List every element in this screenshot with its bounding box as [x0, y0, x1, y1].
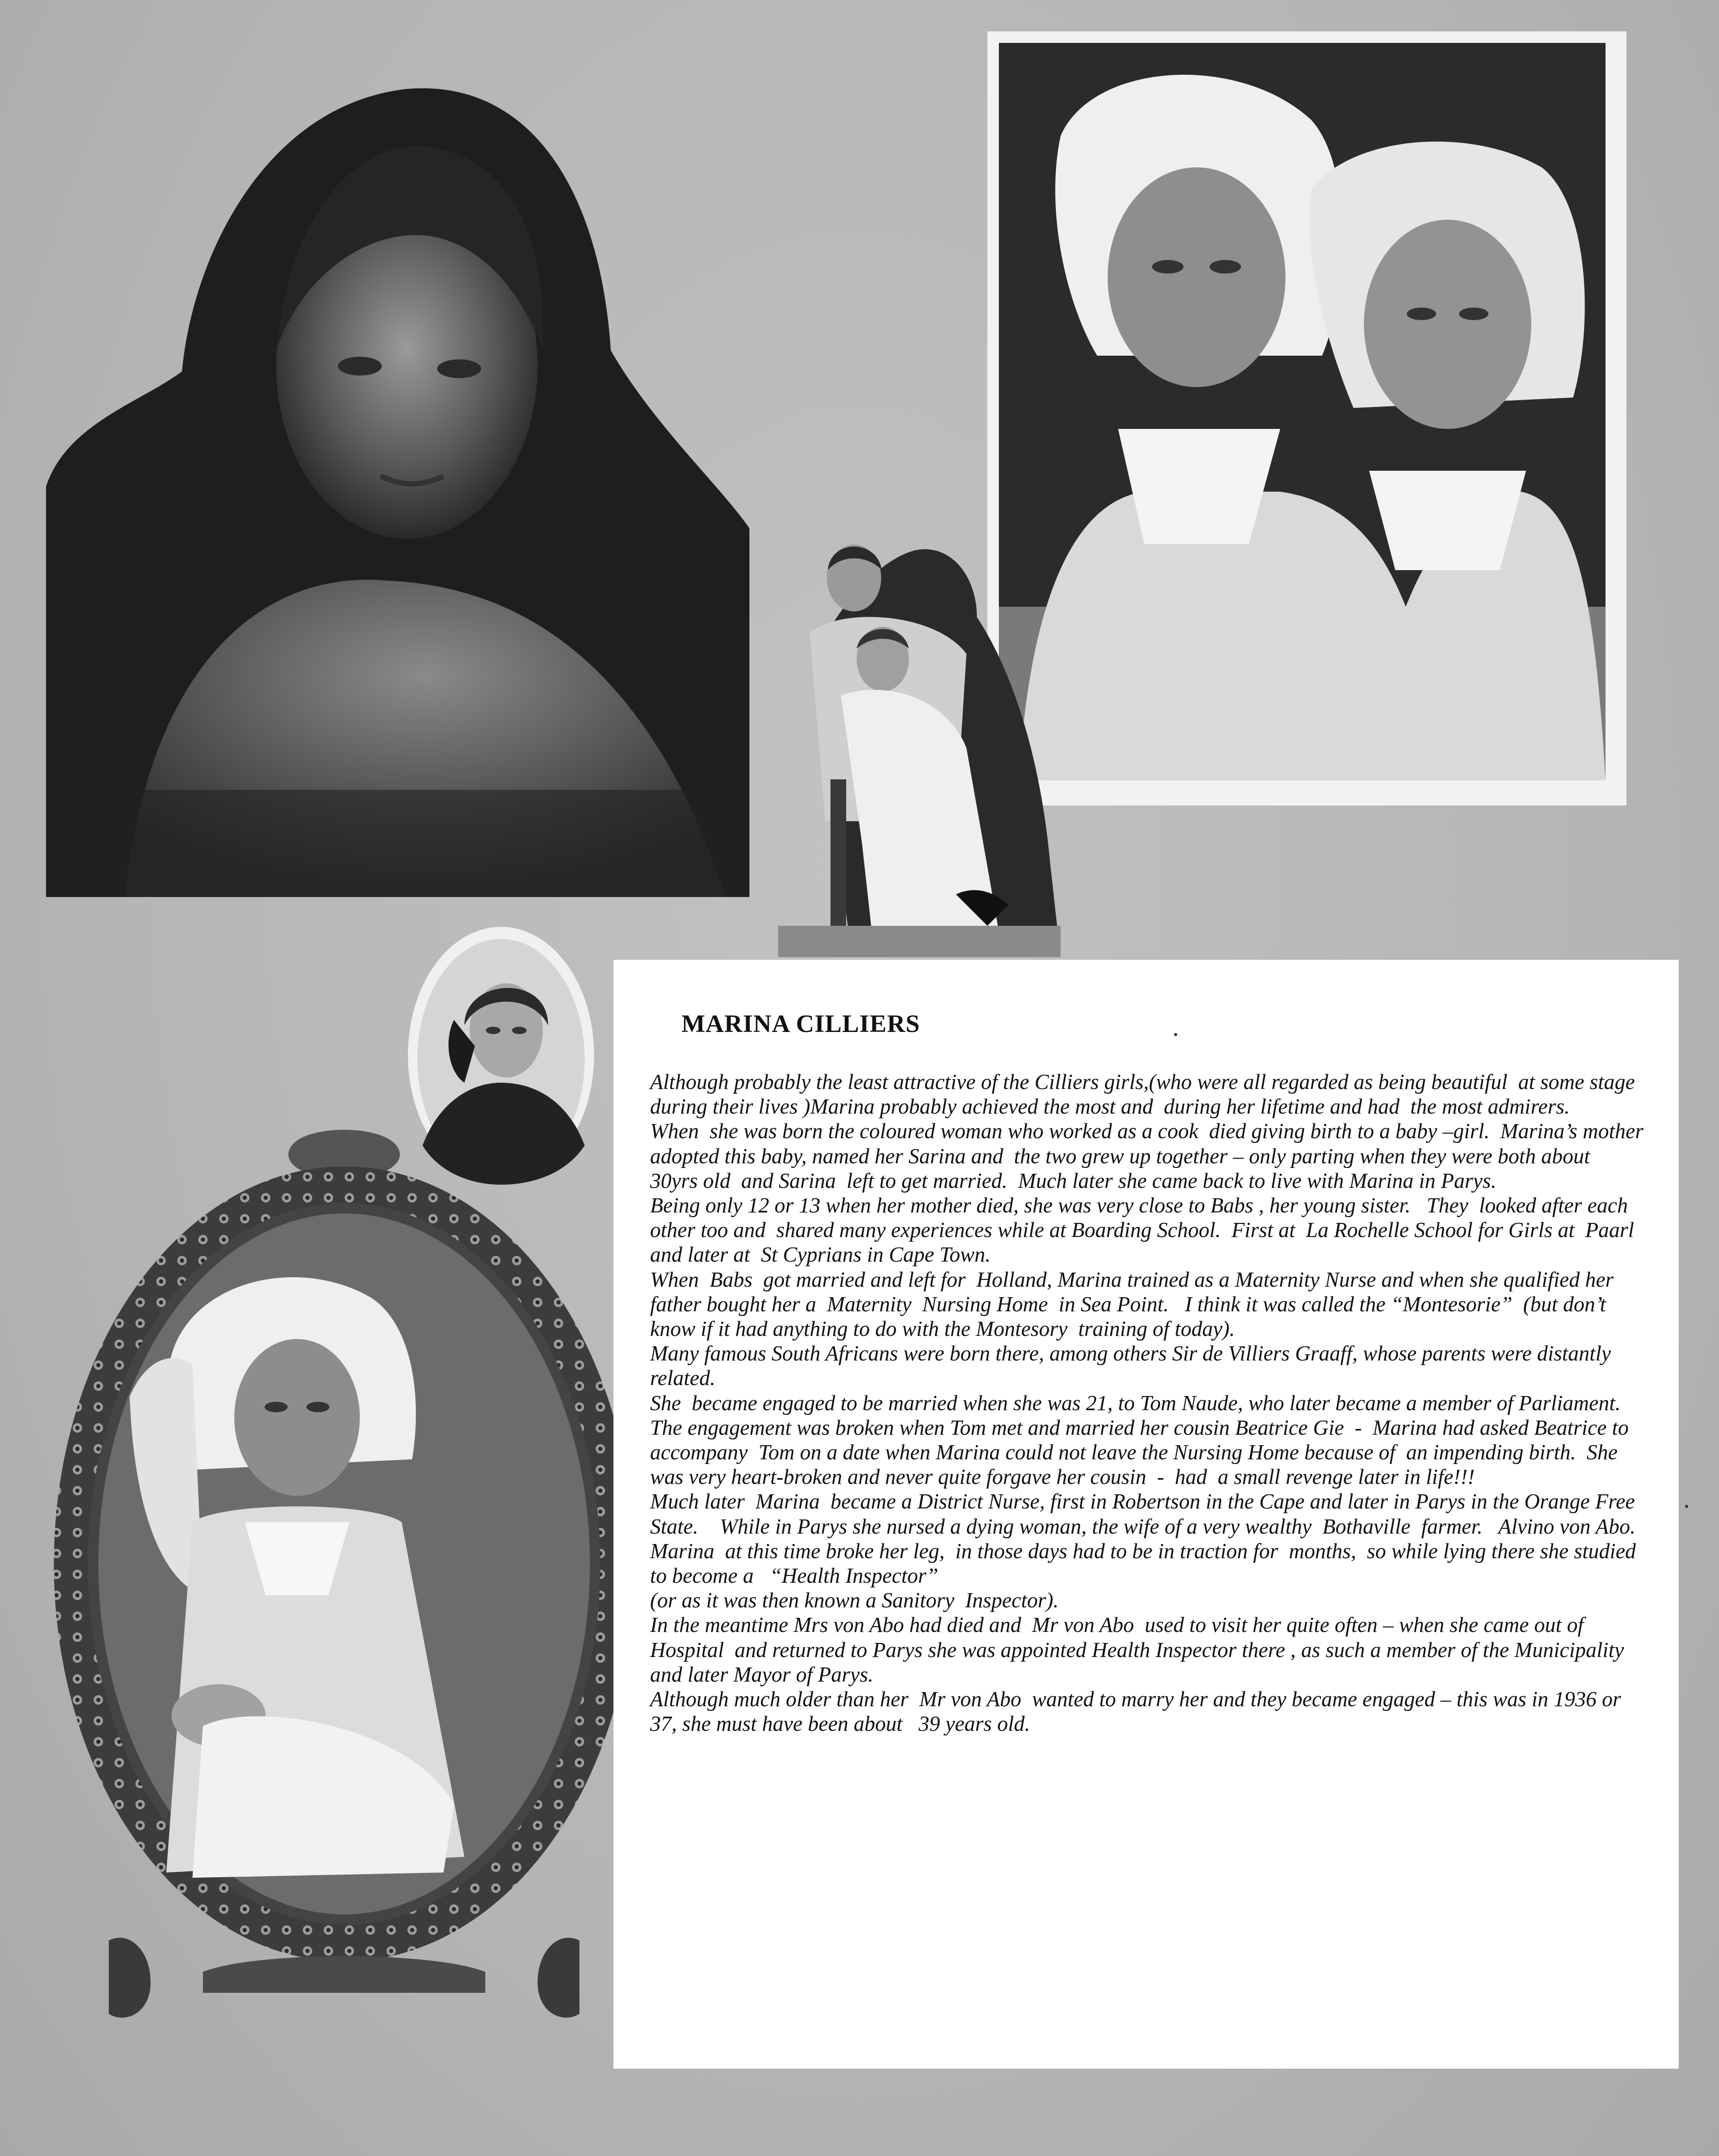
scan-speck	[1174, 1033, 1177, 1036]
paragraph: When she was born the coloured woman who worked as a cook died giving birth to a baby –girl. Marina’s mother adopted this baby, named her Sarina and the two grew up together – only parting when they were both about 30yrs old and Sarina left to get married. Much later she came back to live with Marina in Parys.	[650, 1119, 1649, 1193]
paragraph: Much later Marina became a District Nurse, first in Robertson in the Cape and later in Parys in the Orange Free State. While in Parys she nursed a dying woman, the wife of a very wealthy Bothaville farmer. Alvino von Abo.	[650, 1489, 1641, 1538]
framed-photo-nurse-with-baby	[46, 1125, 642, 2040]
portrait-photo-woman-dark-hair	[46, 58, 749, 897]
paragraph: In the meantime Mrs von Abo had died and Mr von Abo used to visit her quite often – when she came out of Hospital and returned to Parys she was appointed Health Inspector there , as such a member of the Municipality and later Mayor of Parys.	[650, 1613, 1630, 1686]
paragraph: Marina at this time broke her leg, in those days had to be in traction for months, so while lying there she studied to become a “Health Inspector”	[650, 1538, 1642, 1588]
article-body	[650, 1070, 1647, 1736]
paragraph: She became engaged to be married when she was 21, to Tom Naude, who later became a member of Parliament. The engagement was broken when Tom met and married her cousin Beatrice Gie - Marina had asked Beatrice to accompany Tom on a date when Marina could not leave the Nursing Home because of an impending birth. She was very heart-broken and never quite forgave her cousin - had a small revenge later in life!!!	[650, 1390, 1642, 1489]
paragraph: When Babs got married and left for Holland, Marina trained as a Maternity Nurse and when she qualified her father bought her a Maternity Nursing Home in Sea Point. I think it was called the “Montesorie” (but don’t know if it had anything to do with the Montesory training of today).	[650, 1267, 1625, 1341]
photo-two-nurses	[987, 31, 1626, 805]
scan-speck	[1685, 1505, 1688, 1508]
paragraph: Although much older than her Mr von Abo wanted to marry her and they became engaged – this was in 1936 or 37, she must have been about 39 years old.	[650, 1687, 1626, 1736]
photo-two-women-seated	[778, 528, 1061, 957]
paragraph: Many famous South Africans were born there, among others Sir de Villiers Graaff, whose parents were distantly related.	[650, 1341, 1616, 1390]
paragraph: (or as it was then known a Sanitory Inspector).	[650, 1588, 1059, 1613]
paragraph: Being only 12 or 13 when her mother died, she was very close to Babs , her young sister. They looked after each other too and shared many experiences while at Boarding School. First at La Rochelle School for Girls at Paarl and later at St Cyprians in Cape Town.	[650, 1193, 1640, 1267]
article-title: MARINA CILLIERS	[681, 1010, 920, 1038]
biography-text-box	[613, 960, 1679, 2069]
paragraph: Although probably the least attractive of the Cilliers girls,(who were all regarded as being beautiful at some stage during their lives )Marina probably achieved the most and during her lifetime and had the most admirers.	[650, 1070, 1641, 1119]
